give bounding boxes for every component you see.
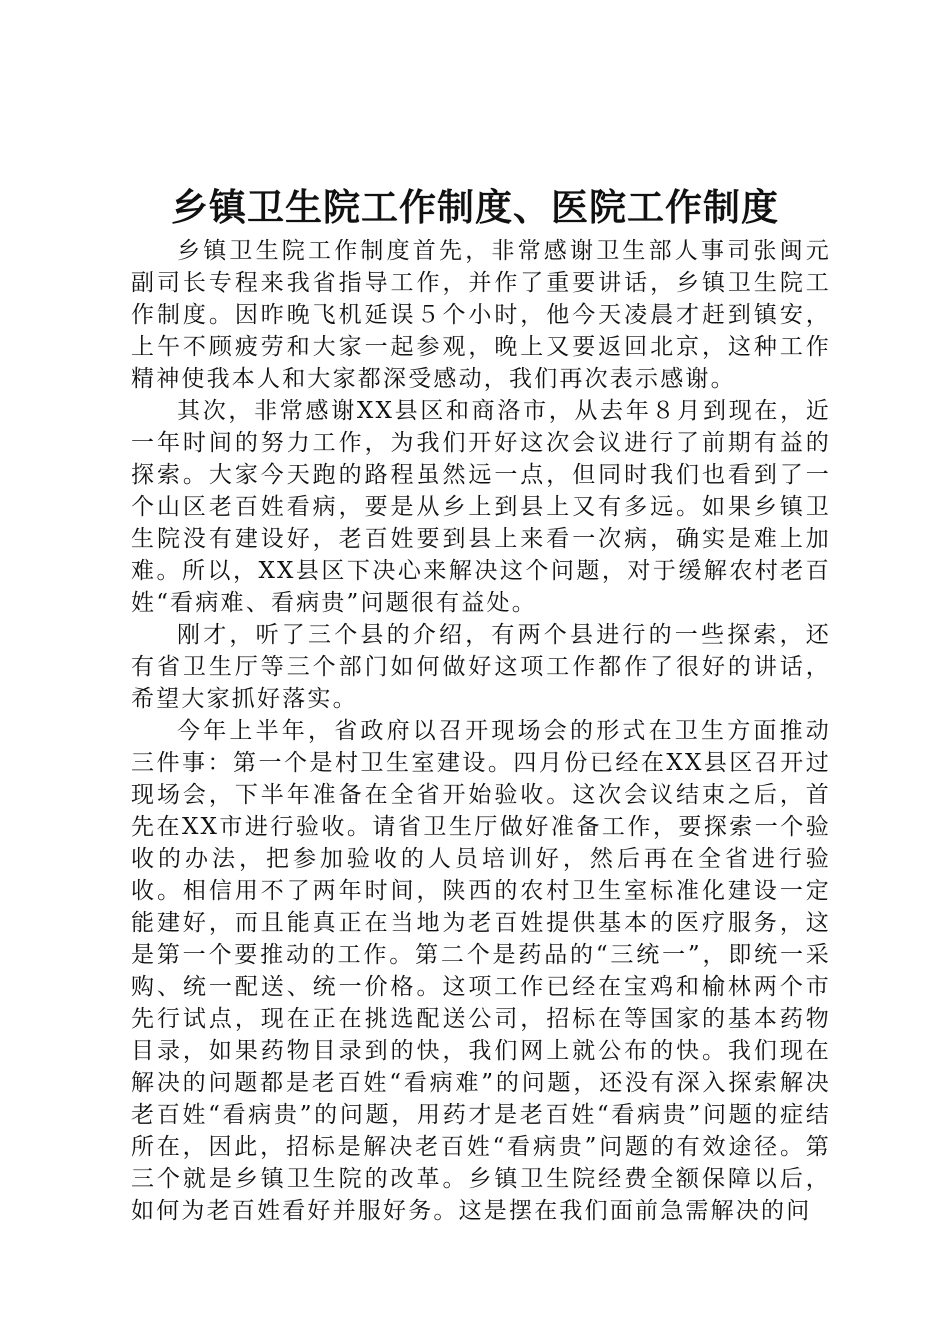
document-title: 乡镇卫生院工作制度、医院工作制度 (171, 185, 779, 229)
paragraph-3: 刚才，听了三个县的介绍，有两个县进行的一些探索，还有省卫生厅等三个部门如何做好这项工作都作了很好的讲话，希望大家抓好落实。 (131, 622, 831, 712)
document-body (131, 235, 831, 1227)
paragraph-1: 乡镇卫生院工作制度首先，非常感谢卫生部人事司张闽元副司长专程来我省指导工作，并作了重要讲话，乡镇卫生院工作制度。因昨晚飞机延误５个小时，他今天凌晨才赶到镇安，上午不顾疲劳和大家一起参观，晚上又要返回北京，这种工作精神使我本人和大家都深受感动，我们再次表示感谢。 (131, 238, 831, 392)
paragraph-2: 其次，非常感谢XX县区和商洛市，从去年８月到现在，近一年时间的努力工作，为我们开好这次会议进行了前期有益的探索。大家今天跑的路程虽然远一点，但同时我们也看到了一个山区老百姓看病，要是从乡上到县上又有多远。如果乡镇卫生院没有建设好，老百姓要到县上来看一次病，确实是难上加难。所以，XX县区下决心来解决这个问题，对于缓解农村老百姓“看病难、看病贵”问题很有益处。 (131, 398, 831, 616)
paragraph-4: 今年上半年，省政府以召开现场会的形式在卫生方面推动三件事：第一个是村卫生室建设。四月份已经在XX县区召开过现场会，下半年准备在全省开始验收。这次会议结束之后，首先在XX市进行验收。请省卫生厅做好准备工作，要探索一个验收的办法，把参加验收的人员培训好，然后再在全省进行验收。相信用不了两年时间，陕西的农村卫生室标准化建设一定能建好，而且能真正在当地为老百姓提供基本的医疗服务，这是第一个要推动的工作。第二个是药品的“三统一”，即统一采购、统一配送、统一价格。这项工作已经在宝鸡和榆林两个市先行试点，现在正在挑选配送公司，招标在等国家的基本药物目录，如果药物目录到的快，我们网上就公布的快。我们现在解决的问题都是老百姓“看病难”的问题，还没有深入探索解决老百姓“看病贵”的问题，用药才是老百姓“看病贵”问题的症结所在，因此，招标是解决老百姓“看病贵”问题的有效途径。第三个就是乡镇卫生院的改革。乡镇卫生院经费全额保障以后，如何为老百姓看好并服好务。这是摆在我们面前急需解决的问 (131, 718, 831, 1224)
